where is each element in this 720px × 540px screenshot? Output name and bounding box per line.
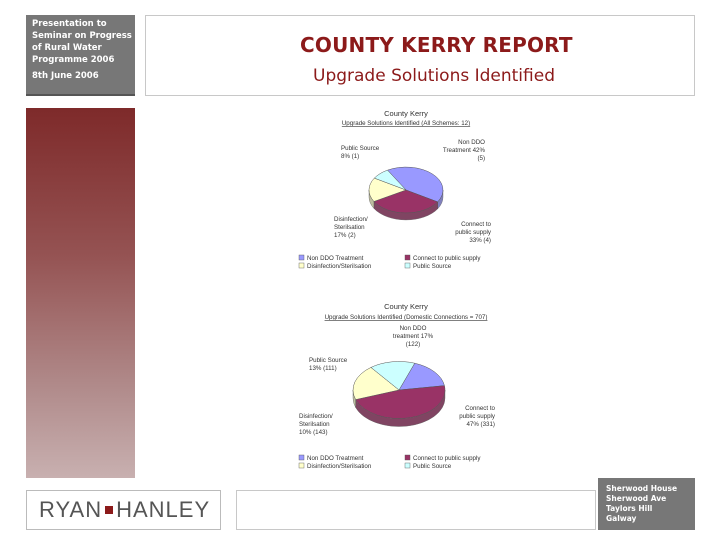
header-line-4: Programme 2006 (32, 55, 115, 65)
header-line-3: of Rural Water (32, 43, 102, 53)
data-label: Disinfection/ Sterilsation 10% (143) (299, 413, 333, 436)
legend-entry: Disinfection/Sterilsation (307, 463, 372, 470)
chart-title: County Kerry (384, 302, 428, 311)
company-logo (26, 490, 221, 530)
data-label: Public Source 13% (111) (309, 357, 348, 372)
legend-entry: Connect to public supply (413, 255, 481, 262)
legend-entry: Public Source (413, 463, 452, 470)
legend-swatch (405, 455, 410, 460)
chart-subtitle: Upgrade Solutions Identified (Domestic Connections = 707) (324, 314, 488, 321)
legend-entry: Connect to public supply (413, 455, 481, 462)
data-label: Non DDO Treatment 42% (5) (442, 139, 485, 162)
footer-frame (236, 490, 596, 530)
chart-subtitle: Upgrade Solutions Identified (All Schemes: 12) (341, 120, 471, 127)
legend-entry: Public Source (413, 263, 452, 270)
data-label: Non DDO treatment 17% (122) (392, 325, 434, 348)
legend-swatch (299, 455, 304, 460)
header-line-1: Presentation to (32, 19, 107, 29)
logo-left: RYAN (39, 497, 103, 522)
footer-address-line-4: Galway (606, 514, 637, 523)
header-line-2: Seminar on Progress (32, 31, 132, 41)
data-label: Public Source 8% (1) (341, 145, 380, 160)
legend-swatch (299, 463, 304, 468)
logo-square-icon (105, 506, 113, 514)
data-label: Connect to public supply 47% (331) (459, 405, 495, 428)
page-title: COUNTY KERRY REPORT (300, 33, 573, 57)
footer-address-line-1: Sherwood House (606, 484, 678, 493)
logo-text (39, 497, 210, 523)
data-label: Disinfection/ Sterilsation 17% (2) (334, 216, 368, 239)
legend-entry: Non DDO Treatment (307, 255, 364, 262)
footer-address-line-3: Taylors Hill (606, 504, 653, 513)
chart-all-schemes-svg (295, 108, 517, 278)
header-text (32, 18, 136, 82)
legend-swatch (299, 255, 304, 260)
legend-entry: Disinfection/Sterilsation (307, 263, 372, 270)
chart-domestic-connections-svg (295, 300, 517, 478)
legend-swatch (405, 463, 410, 468)
side-color-band (26, 108, 135, 478)
logo-right: HANLEY (116, 497, 211, 522)
header-date: 8th June 2006 (32, 71, 99, 81)
legend-swatch (299, 263, 304, 268)
legend-swatch (405, 263, 410, 268)
chart-title: County Kerry (384, 109, 428, 118)
header-divider (26, 94, 135, 96)
legend-swatch (405, 255, 410, 260)
footer-address (606, 484, 677, 524)
page-subtitle: Upgrade Solutions Identified (313, 66, 555, 86)
chart-all-schemes (295, 108, 517, 278)
chart-domestic-connections (295, 300, 517, 478)
footer-address-line-2: Sherwood Ave (606, 494, 667, 503)
data-label: Connect to public supply 33% (4) (455, 221, 491, 244)
legend-entry: Non DDO Treatment (307, 455, 364, 462)
